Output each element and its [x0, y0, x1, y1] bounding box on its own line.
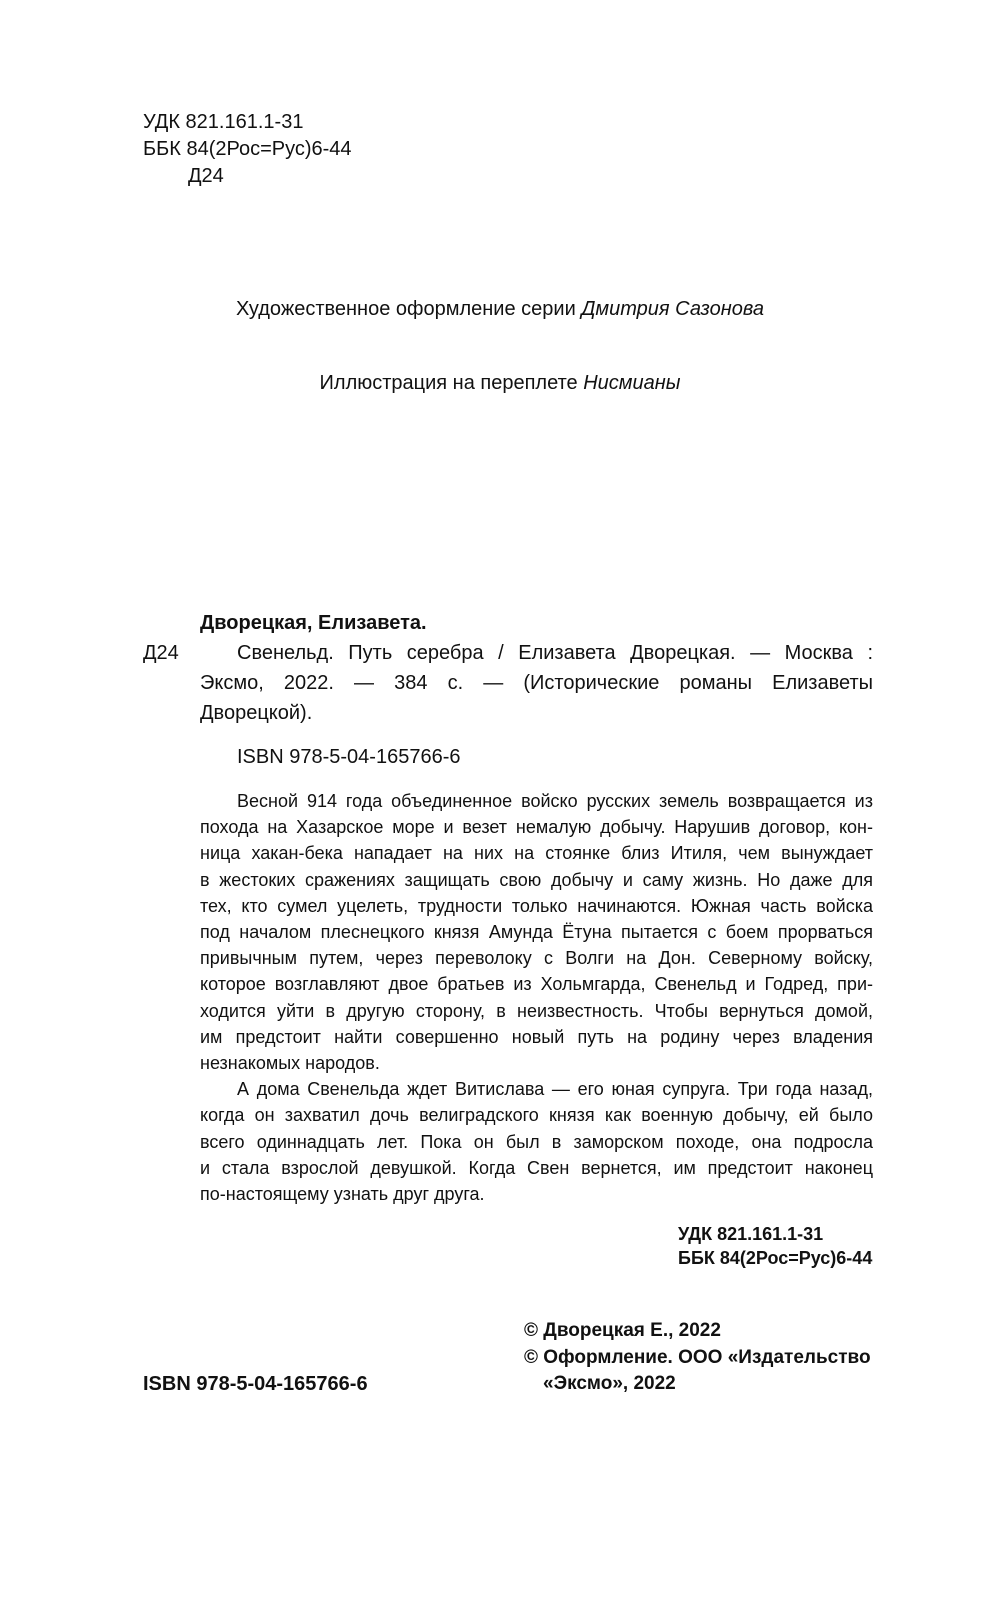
annotation-line: незнакомых народов. — [200, 1053, 380, 1073]
annotation-line: которое возглавляют двое братьев из Хольмгарда, Свенельд и Годред, при- — [200, 974, 873, 995]
annotation-line: и стала взрослой девушкой. Когда Свен вернется, им предстоит наконец — [200, 1157, 873, 1178]
bibliography-line: Свенельд. Путь серебра / Елизавета Дворецкая. — Москва : — [237, 642, 873, 664]
copyright-design: © Оформление. ООО «Издательство — [524, 1347, 871, 1368]
bibliography-line: Эксмо, 2022. — 384 с. — (Исторические романы Елизаветы — [200, 672, 873, 694]
footer-bbk: ББК 84(2Рос=Рус)6-44 — [678, 1248, 873, 1268]
annotation-line: всего одиннадцать лет. Пока он был в заморском походе, она подросла — [200, 1131, 873, 1152]
design-credit — [0, 297, 1000, 321]
annotation-line: в жестоких сражениях защищать свою добычу и саму жизнь. Но даже для — [200, 869, 873, 890]
author-mark: Д24 — [188, 165, 224, 187]
annotation-line: тех, кто сумел уцелеть, трудности только начинаются. Южная часть войска — [200, 895, 873, 916]
annotation-line: когда он захватил дочь велиградского князя как военную добычу, ей было — [200, 1105, 873, 1126]
annotation-line: им предстоит найти совершенно новый путь на родину через владения — [200, 1026, 873, 1047]
illustration-credit — [0, 371, 1000, 395]
copyright-design-cont: «Эксмо», 2022 — [543, 1373, 676, 1394]
isbn-bottom: ISBN 978-5-04-165766-6 — [143, 1373, 368, 1395]
bbk-code: ББК 84(2Рос=Рус)6-44 — [143, 138, 352, 160]
annotation-line: по-настоящему узнать друг друга. — [200, 1184, 485, 1204]
illustration-name: Нисмианы — [583, 372, 681, 394]
annotation-line: привычным путем, через переволоку с Волги на Дон. Северному войску, — [200, 948, 873, 969]
design-label: Художественное оформление серии — [236, 298, 576, 320]
annotation-line: похода на Хазарское море и везет немалую добычу. Нарушив договор, кон- — [200, 817, 873, 838]
bibliography-isbn: ISBN 978-5-04-165766-6 — [237, 746, 461, 768]
udk-code: УДК 821.161.1-31 — [143, 111, 304, 133]
illustration-label: Иллюстрация на переплете — [319, 372, 578, 394]
footer-udk: УДК 821.161.1-31 — [678, 1224, 824, 1244]
annotation-line: А дома Свенельда ждет Витислава — его юная супруга. Три года назад, — [237, 1079, 873, 1100]
bibliography-mark: Д24 — [143, 642, 179, 664]
annotation-line: ходится уйти в другую сторону, в неизвестность. Чтобы вернуться домой, — [200, 1000, 873, 1021]
design-name: Дмитрия Сазонова — [581, 298, 764, 320]
annotation-line: под началом плеснецкого князя Амунда Ётуна пытается с боем прорваться — [200, 922, 873, 942]
bibliography-line: Дворецкой). — [200, 702, 313, 724]
copyright-author: © Дворецкая Е., 2022 — [524, 1320, 721, 1341]
annotation-line: ница хакан-бека нападает на них на стоянке близ Итиля, чем вынуждает — [200, 843, 873, 864]
author-heading: Дворецкая, Елизавета. — [200, 612, 427, 634]
annotation-line: Весной 914 года объединенное войско русских земель возвращается из — [237, 791, 873, 811]
